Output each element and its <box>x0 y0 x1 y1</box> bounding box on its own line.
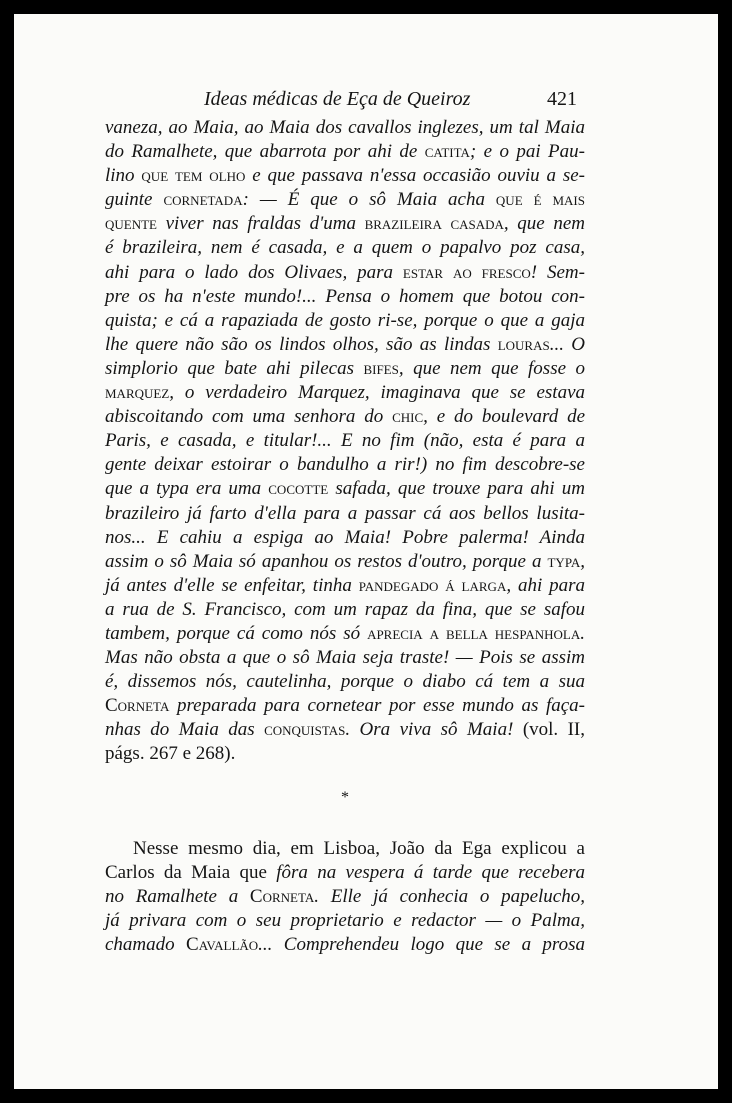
text-run: ... O <box>549 333 585 355</box>
text-run: pandegado á larga <box>358 574 507 596</box>
text-run: louras <box>497 333 550 355</box>
text-line <box>105 550 585 574</box>
text-run: cocotte <box>268 478 329 500</box>
text-run: , ahi para <box>506 574 586 596</box>
text-line <box>105 285 585 309</box>
text-run: chamado <box>105 933 187 955</box>
text-run: cornetada <box>163 189 243 211</box>
text-run: safada, que trouxe para ahi um <box>328 478 585 500</box>
text-run: nhas do Maia das <box>105 719 265 741</box>
body-text <box>105 116 585 957</box>
text-line <box>105 477 585 501</box>
text-run: nos... E cahiu a espiga ao Maia! Pobre palerma! Ainda <box>105 526 585 548</box>
text-run: ... Comprehendeu logo que se a prosa <box>258 933 586 955</box>
text-run: brazileiro já farto d'ella para a passar cá aos bellos lusita- <box>105 502 585 524</box>
text-line <box>105 598 585 622</box>
text-run: ; e o pai Pau- <box>469 141 585 163</box>
text-line <box>105 933 585 957</box>
text-run: Corneta <box>105 695 170 717</box>
text-run: catita <box>424 141 470 163</box>
text-run: que tem olho <box>141 165 246 187</box>
text-run: brazileira casada <box>364 213 504 235</box>
text-run: págs. 267 e 268). <box>105 743 236 765</box>
text-run: bifes <box>363 357 399 379</box>
text-line <box>105 909 585 933</box>
text-run: Corneta <box>249 885 315 907</box>
text-line <box>105 261 585 285</box>
text-run: que é mais <box>495 189 585 211</box>
text-run: tambem, porque cá como nós só <box>105 622 368 644</box>
text-run: Mas não obsta a que o sô Maia seja traste! — Pois se assim <box>105 647 585 669</box>
text-line <box>105 453 585 477</box>
text-run: quista; e cá a rapaziada de gosto ri-se, porque o que a gaja <box>105 309 585 331</box>
text-run: abiscoitando com uma senhora do <box>105 406 393 428</box>
text-run: ! Sem- <box>530 261 585 283</box>
text-run: typa <box>547 550 581 572</box>
text-run: , e do boulevard de <box>423 406 586 428</box>
page-header <box>14 88 718 114</box>
text-run: Paris, e casada, e titular!... E no fim (não, esta é para a <box>105 430 585 452</box>
text-run: fôra na vespera á tarde que recebera <box>276 861 585 883</box>
text-run: e que passava n'essa occasião ouviu a se- <box>245 165 586 187</box>
text-line <box>105 526 585 550</box>
text-line <box>105 742 585 766</box>
book-page <box>14 14 718 1089</box>
text-run: simplorio que bate ahi pilecas <box>105 357 364 379</box>
text-line <box>105 212 585 236</box>
text-run: , <box>580 550 585 572</box>
text-run: guinte <box>105 189 164 211</box>
text-line <box>105 622 585 646</box>
text-run: lhe quere não são os lindos olhos, são as lindas <box>105 333 498 355</box>
text-run: quente <box>105 213 157 235</box>
text-run: Cavallão <box>186 933 259 955</box>
text-run: assim o sô Maia só apanhou os restos d'outro, porque a <box>105 550 548 572</box>
page-number: 421 <box>547 88 577 110</box>
section-ornament: * <box>341 788 349 806</box>
text-run: já privara com o seu proprietario e redactor — o Palma, <box>105 909 585 931</box>
text-line <box>105 694 585 718</box>
text-run: lino <box>105 165 142 187</box>
text-run: Carlos da Maia que <box>105 861 277 883</box>
text-line <box>105 718 585 742</box>
text-run: marquez <box>105 382 170 404</box>
text-line <box>105 837 585 861</box>
text-line <box>105 381 585 405</box>
text-run: já antes d'elle se enfeitar, tinha <box>105 574 359 596</box>
text-line <box>105 116 585 140</box>
text-run: . Elle já conhecia o papelucho, <box>314 885 585 907</box>
quoted-passage <box>105 116 585 767</box>
text-line <box>105 885 585 909</box>
text-line <box>105 429 585 453</box>
text-run: pre os ha n'este mundo!... Pensa o homem que botou con- <box>105 285 585 307</box>
text-run: a rua de S. Francisco, com um rapaz da fina, que se safou <box>105 598 585 620</box>
text-run: , que nem que fosse o <box>398 357 585 379</box>
text-line <box>105 574 585 598</box>
text-line <box>105 188 585 212</box>
text-run: aprecia a bella hespanhola <box>367 622 581 644</box>
running-title: Ideas médicas de Eça de Queiroz <box>204 88 471 110</box>
text-line <box>105 164 585 188</box>
text-line <box>105 357 585 381</box>
text-run: estar ao fresco <box>402 261 531 283</box>
text-run: é, dissemos nós, cautelinha, porque o diabo cá tem a sua <box>105 671 585 693</box>
text-run: vaneza, ao Maia, ao Maia dos cavallos inglezes, um tal Maia <box>105 117 585 138</box>
text-run: ahi para o lado dos Olivaes, para <box>105 261 403 283</box>
text-run: : — É que o sô Maia acha <box>242 189 496 211</box>
text-run: conquistas <box>264 719 346 741</box>
narrative-paragraph <box>105 837 585 957</box>
text-line <box>105 333 585 357</box>
text-run: do Ramalhete, que abarrota por ahi de <box>105 141 425 163</box>
text-run: . <box>580 622 586 644</box>
text-run: é brazileira, nem é casada, e a quem o papalvo poz casa, <box>105 237 585 259</box>
text-line <box>105 646 585 670</box>
text-run: preparada para cornetear por esse mundo as faça- <box>169 695 585 717</box>
text-run: viver nas fraldas d'uma <box>157 213 365 235</box>
text-line <box>105 502 585 526</box>
text-line <box>105 405 585 429</box>
text-run: gente deixar estoirar o bandulho a rir!) no fim descobre-se <box>105 454 585 476</box>
text-run: chic <box>392 406 424 428</box>
text-run: , que nem <box>503 213 585 235</box>
text-line <box>105 140 585 164</box>
text-run: (vol. II, <box>522 719 586 741</box>
text-run: Nesse mesmo dia, em Lisboa, João da Ega explicou a <box>133 837 585 859</box>
text-run: que a typa era uma <box>105 478 269 500</box>
text-line <box>105 670 585 694</box>
text-line <box>105 236 585 260</box>
text-run: no Ramalhete a <box>105 885 250 907</box>
text-line <box>105 861 585 885</box>
text-run: . Ora viva sô Maia! <box>345 719 523 741</box>
text-run: , o verdadeiro Marquez, imaginava que se estava <box>169 382 585 404</box>
text-line <box>105 309 585 333</box>
